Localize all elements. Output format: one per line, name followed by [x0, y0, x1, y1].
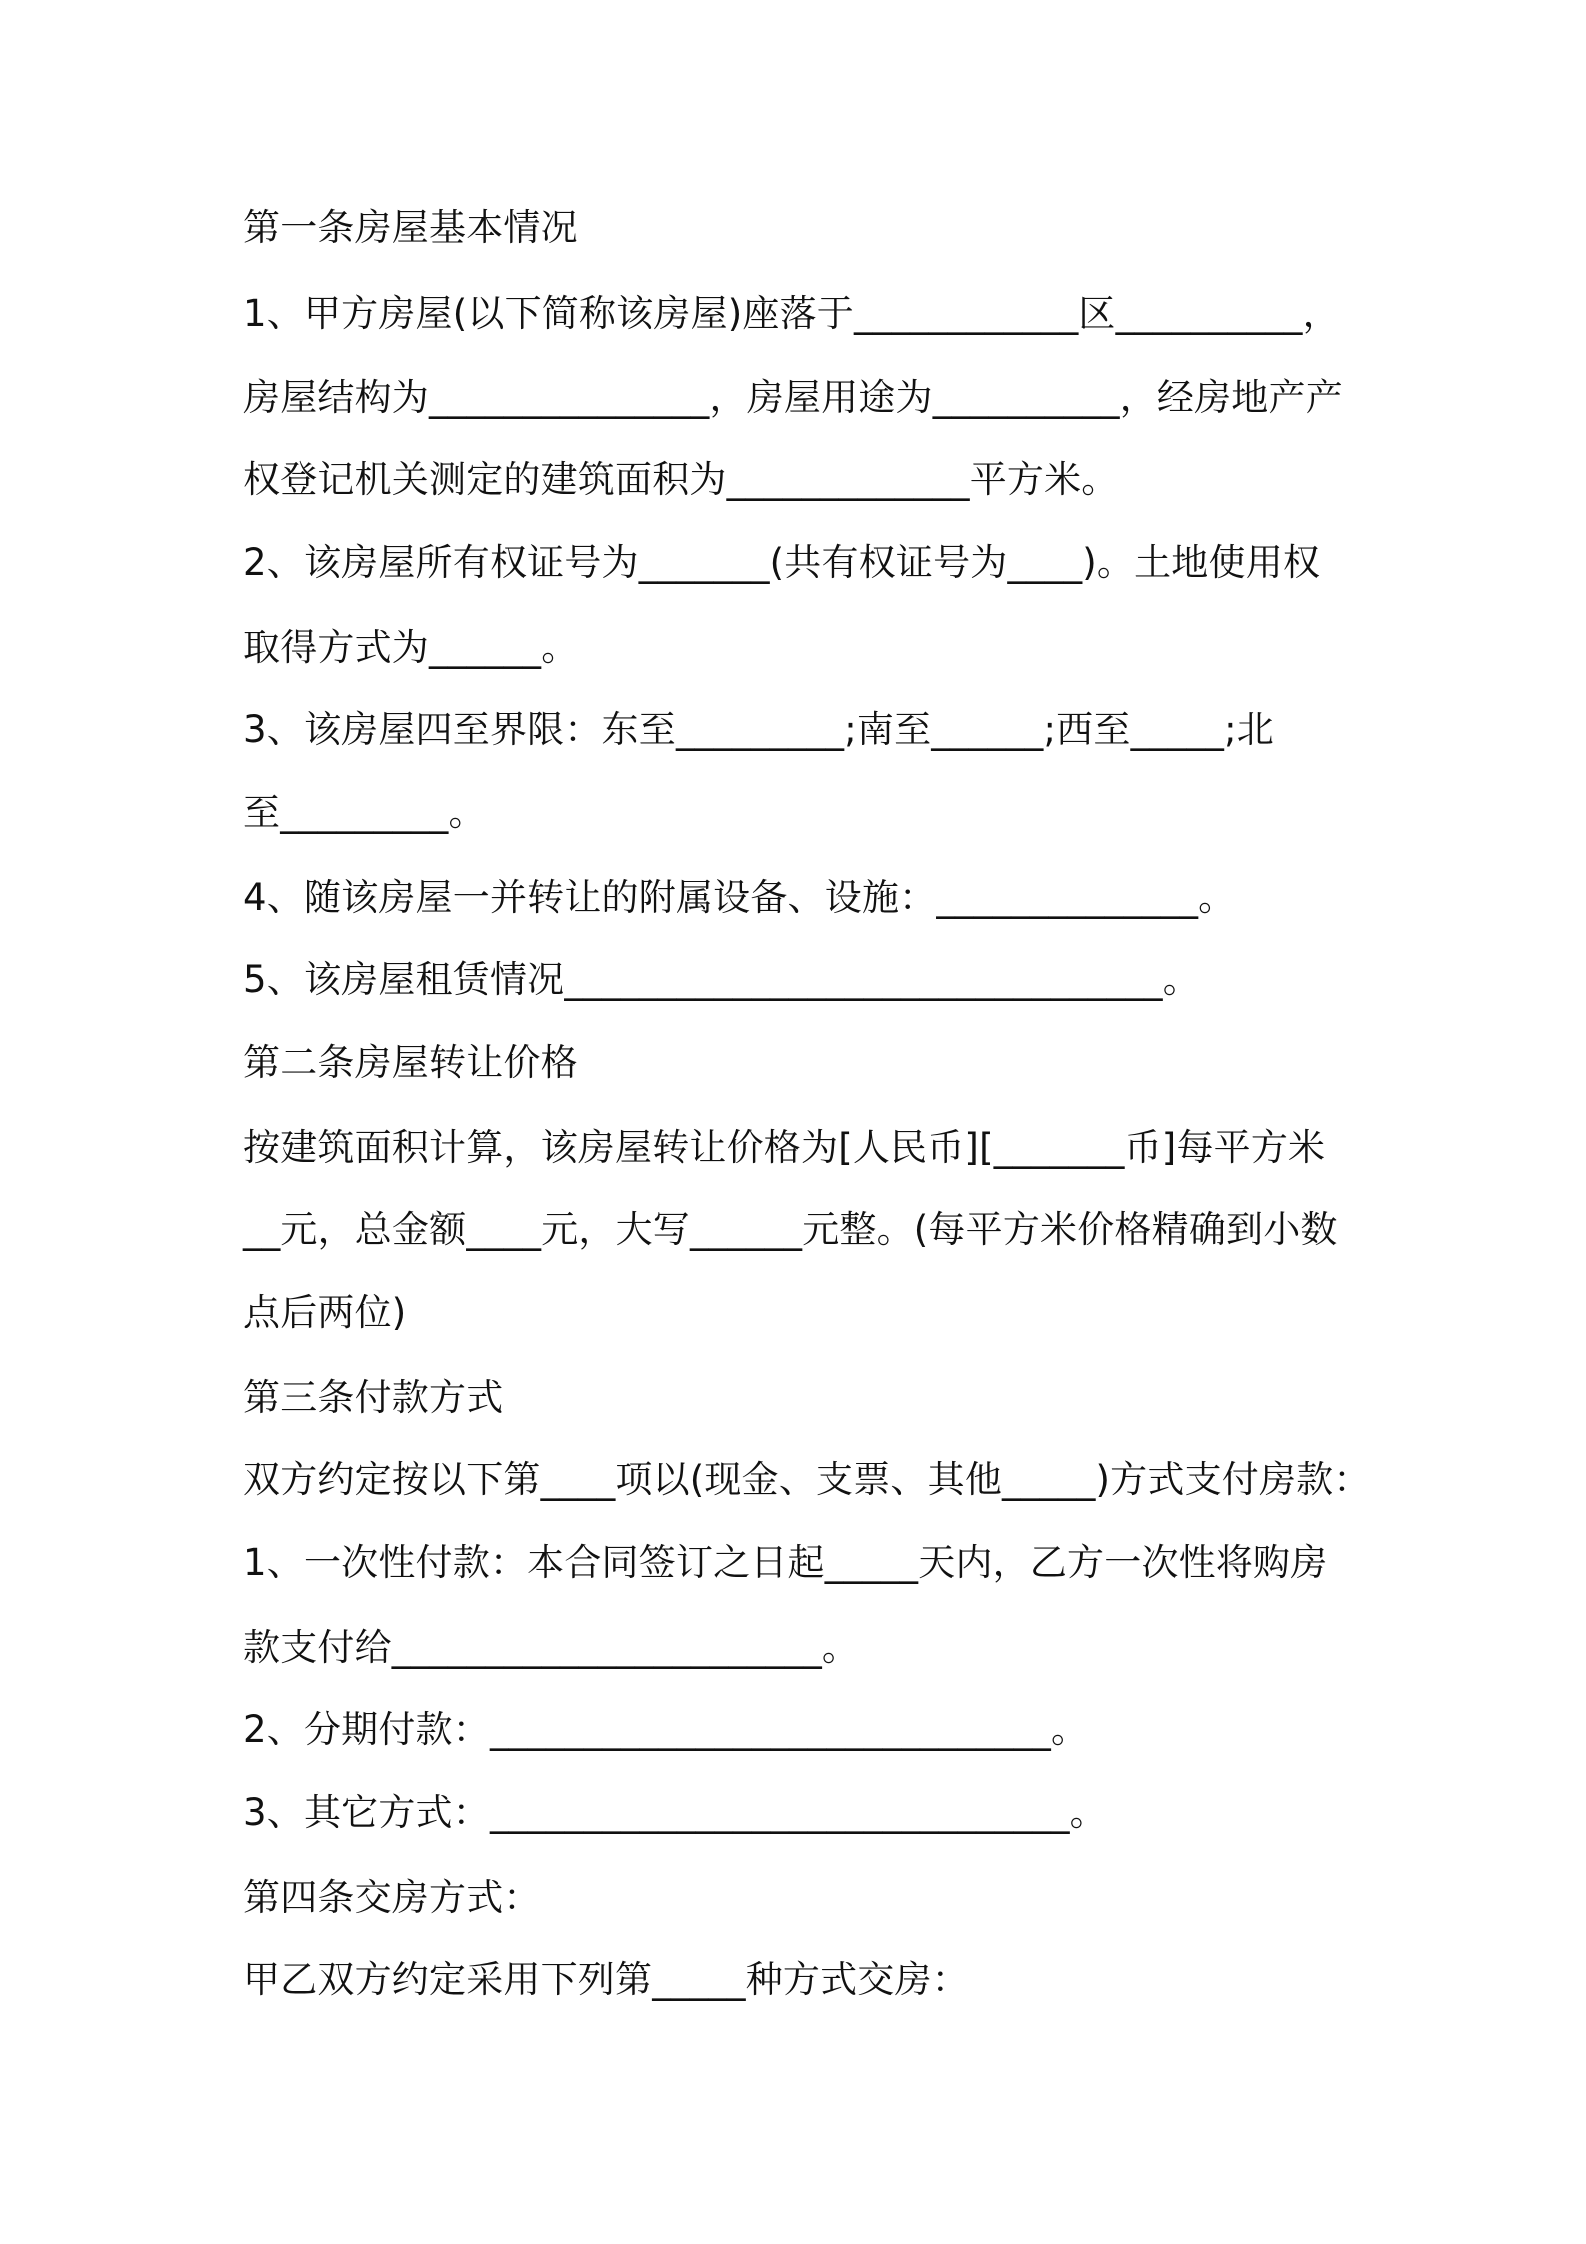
payment-option-1-line-1: 1、一次性付款：本合同签订之日起_____天内，乙方一次性将购房: [243, 1541, 1328, 1584]
handover-intro: 甲乙双方约定采用下列第_____种方式交房：: [243, 1958, 969, 2001]
clause-1-3-line-1: 3、该房屋四至界限：东至_________;南至______;西至_____;北: [243, 708, 1274, 751]
price-line-3: 点后两位): [243, 1291, 407, 1334]
price-line-2: __元，总金额____元，大写______元整。(每平方米价格精确到小数: [243, 1208, 1338, 1251]
article-4-heading: 第四条交房方式：: [243, 1876, 541, 1919]
article-3-heading: 第三条付款方式: [243, 1376, 504, 1419]
clause-1-4: 4、随该房屋一并转让的附属设备、设施：______________。: [243, 876, 1236, 919]
clause-1-1-line-3: 权登记机关测定的建筑面积为_____________平方米。: [243, 458, 1119, 501]
payment-option-2: 2、分期付款：______________________________。: [243, 1708, 1089, 1751]
payment-option-3: 3、其它方式：_______________________________。: [243, 1791, 1107, 1834]
clause-1-3-line-2: 至_________。: [243, 791, 486, 834]
price-line-1: 按建筑面积计算，该房屋转让价格为[人民币][_______币]每平方米: [243, 1126, 1326, 1169]
payment-intro: 双方约定按以下第____项以(现金、支票、其他_____)方式支付房款：: [243, 1458, 1371, 1501]
clause-1-2-line-1: 2、该房屋所有权证号为_______(共有权证号为____)。土地使用权: [243, 541, 1321, 584]
clause-1-2-line-2: 取得方式为______。: [243, 626, 579, 669]
article-2-heading: 第二条房屋转让价格: [243, 1041, 578, 1084]
clause-1-5: 5、该房屋租赁情况________________________________。: [243, 958, 1200, 1001]
payment-option-1-line-2: 款支付给_______________________。: [243, 1626, 860, 1669]
clause-1-1-line-1: 1、甲方房屋(以下简称该房屋)座落于____________区__________，: [243, 292, 1340, 335]
clause-1-1-line-2: 房屋结构为_______________，房屋用途为__________，经房地产产: [243, 376, 1343, 419]
article-1-heading: 第一条房屋基本情况: [243, 206, 578, 249]
